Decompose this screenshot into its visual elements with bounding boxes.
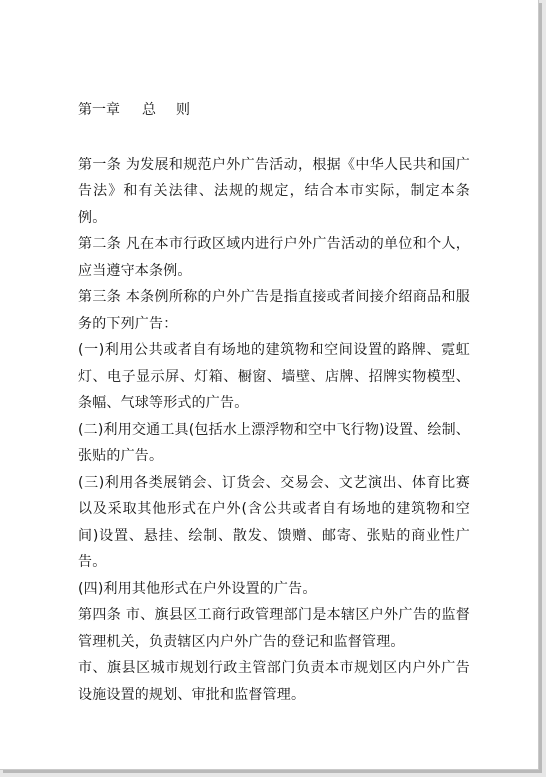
chapter-title-part1: 总 [142, 102, 156, 118]
article-2: 第二条 凡在本市行政区域内进行户外广告活动的单位和个人，应当遵守本条例。 [78, 236, 470, 279]
document-body [78, 97, 470, 708]
article-3-item-1: (一)利用公共或者自有场地的建筑物和空间设置的路牌、霓虹灯、电子显示屏、灯箱、橱窗、墙壁、店牌、招牌实物模型、条幅、气球等形式的广告。 [78, 342, 470, 411]
chapter-title-part2: 则 [176, 102, 190, 118]
chapter-number: 第一章 [78, 102, 120, 118]
article-3-item-2: (二)利用交通工具(包括水上漂浮物和空中飞行物)设置、绘制、张贴的广告。 [78, 421, 470, 464]
article-3-item-3: (三)利用各类展销会、订货会、交易会、文艺演出、体育比赛以及采取其他形式在户外(含公共或者自有场地的建筑物和空间)设置、悬挂、绘制、散发、馈赠、邮寄、张贴的商业性广告。 [78, 474, 470, 570]
article-4: 第四条 市、旗县区工商行政管理部门是本辖区户外广告的监督管理机关，负责辖区内户外广告的登记和监督管理。 [78, 607, 470, 650]
article-3: 第三条 本条例所称的户外广告是指直接或者间接介绍商品和服务的下列广告： [78, 289, 470, 332]
article-3-item-4: (四)利用其他形式在户外设置的广告。 [78, 580, 317, 597]
article-1: 第一条 为发展和规范户外广告活动，根据《中华人民共和国广告法》和有关法律、法规的规定，结合本市实际，制定本条例。 [78, 156, 470, 226]
article-4-paragraph-2: 市、旗县区城市规划行政主管部门负责本市规划区内户外广告设施设置的规划、审批和监督管理。 [78, 660, 470, 703]
chapter-heading [78, 97, 470, 124]
